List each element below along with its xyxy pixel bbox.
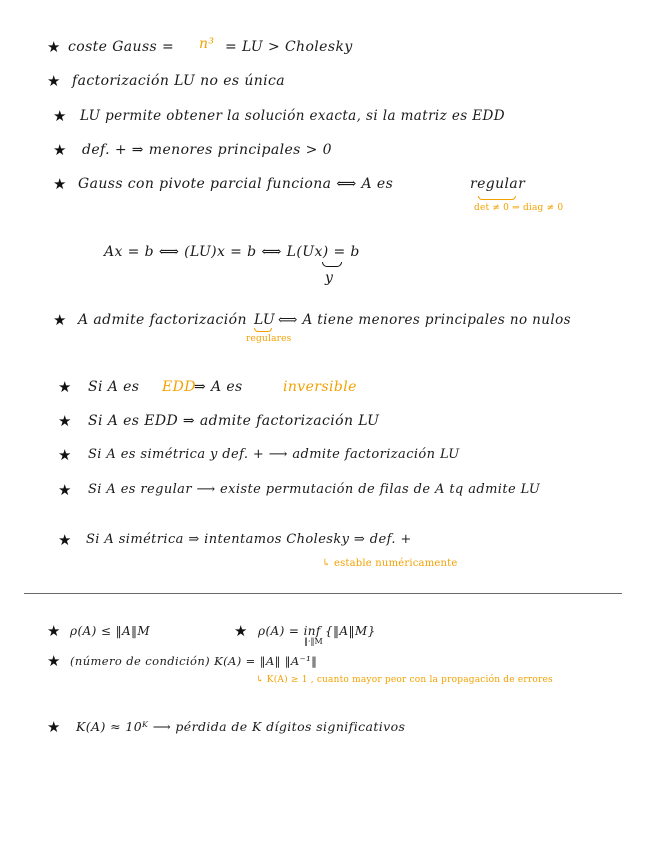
annotation-note: ↳ K(A) ≥ 1 , cuanto mayor peor con la propagación de errores [256, 675, 553, 685]
note-highlight: EDD [162, 379, 196, 395]
note-text: Si A simétrica ⇒ intentamos Cholesky ⇒ def. + [86, 532, 412, 547]
note-text: A admite factorización [78, 312, 247, 328]
equation-variable: y [325, 270, 333, 286]
note-text: Gauss con pivote parcial funciona ⟺ A es [78, 176, 394, 192]
note-highlight: n³ [199, 36, 215, 52]
note-text: ⇒ A es [194, 379, 243, 395]
subscript-note: ‖·‖M [304, 637, 323, 646]
bullet-star-icon: ★ [47, 38, 61, 56]
bullet-star-icon: ★ [53, 141, 67, 159]
note-text: K(A) ≈ 10ᴷ ⟶ pérdida de K dígitos significativos [76, 719, 406, 734]
bullet-star-icon: ★ [58, 446, 72, 464]
bullet-star-icon: ★ [234, 622, 248, 640]
bullet-star-icon: ★ [47, 622, 61, 640]
bullet-star-icon: ★ [58, 412, 72, 430]
bullet-star-icon: ★ [53, 107, 67, 125]
note-text: Si A es EDD ⇒ admite factorización LU [88, 413, 380, 429]
note-emphasis: regular [470, 176, 526, 192]
brace-mark [254, 328, 272, 332]
annotation-note: det ≠ 0 ⇒ diag ≠ 0 [474, 203, 564, 213]
note-text: ρ(A) = inf {‖A‖M} [258, 624, 376, 638]
note-text: Si A es [88, 379, 140, 395]
note-text: LU permite obtener la solución exacta, si la matriz es EDD [80, 108, 505, 124]
note-text: ρ(A) ≤ ‖A‖M [70, 624, 151, 638]
note-text: LU [254, 312, 276, 328]
note-text: ⟺ A tiene menores principales no nulos [278, 312, 571, 328]
equation-text: Ax = b ⟺ (LU)x = b ⟺ L(Ux) = b [104, 244, 360, 260]
note-text: coste Gauss = [68, 39, 175, 55]
section-divider [24, 593, 622, 594]
bullet-star-icon: ★ [58, 531, 72, 549]
bullet-star-icon: ★ [47, 718, 61, 736]
annotation-note: regulares [246, 334, 292, 344]
bullet-star-icon: ★ [58, 481, 72, 499]
bullet-star-icon: ★ [58, 378, 72, 396]
bullet-star-icon: ★ [53, 311, 67, 329]
note-text: Si A es simétrica y def. + ⟶ admite factorización LU [88, 447, 460, 462]
bullet-star-icon: ★ [53, 175, 67, 193]
note-text: = LU > Cholesky [225, 39, 353, 55]
bullet-star-icon: ★ [47, 72, 61, 90]
bullet-star-icon: ★ [47, 652, 61, 670]
note-text: def. + ⇒ menores principales > 0 [82, 142, 332, 158]
brace-mark [322, 262, 342, 267]
note-highlight: inversible [283, 379, 357, 395]
brace-mark [478, 196, 516, 200]
note-text: Si A es regular ⟶ existe permutación de filas de A tq admite LU [88, 482, 541, 497]
annotation-note: ↳ estable numéricamente [322, 558, 458, 569]
note-text: (número de condición) K(A) = ‖A‖ ‖A⁻¹‖ [70, 654, 318, 668]
note-text: factorización LU no es única [72, 73, 286, 89]
